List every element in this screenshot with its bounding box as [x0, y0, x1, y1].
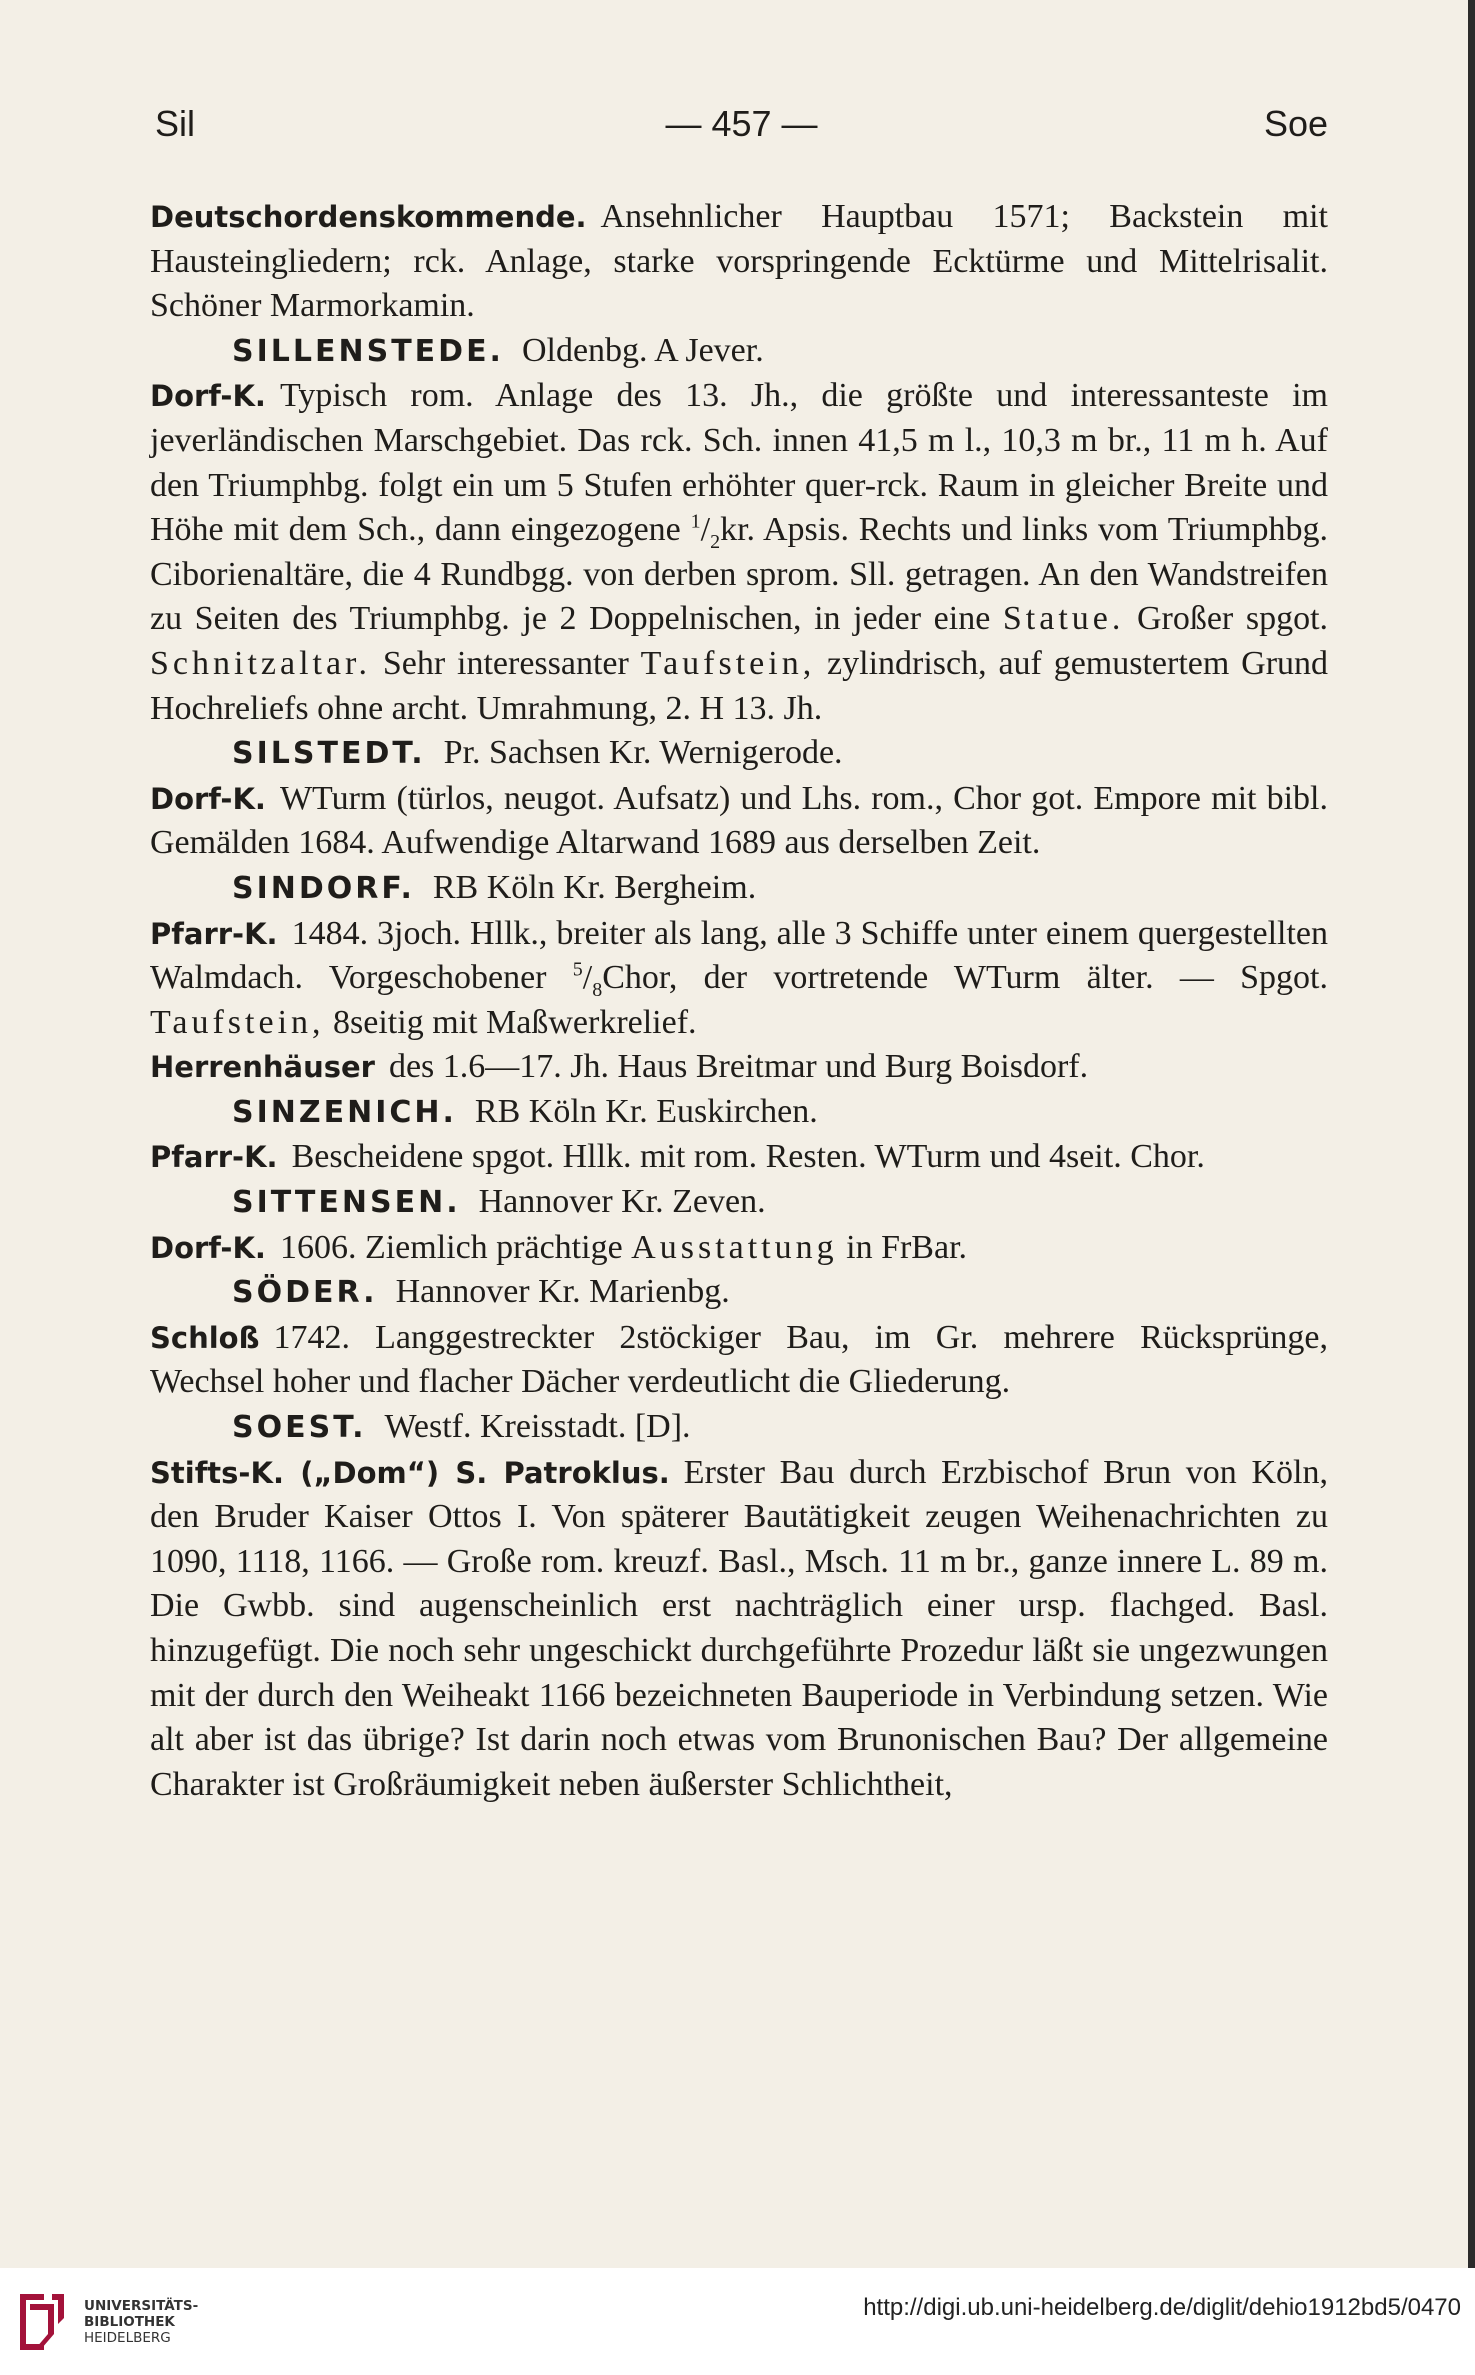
- entry-text: Ansehnlicher Hauptbau 1571; Backstein mit Hausteingliedern; rck. Anlage, starke vorspringende Ecktürme und Mittelrisalit. Schöner Marmorkamin.: [150, 198, 1328, 325]
- entry-text: Großer spgot.: [1136, 600, 1329, 638]
- entry-text: des 1.6—17. Jh. Haus Breitmar und Burg Boisdorf.: [388, 1048, 1089, 1086]
- place-region: Pr. Sachsen Kr. Wernigerode.: [443, 734, 843, 772]
- fraction-numerator: 5: [572, 958, 583, 981]
- entry-paragraph: [150, 1226, 1328, 1271]
- entry-text: zylindrisch, auf gemustertem Grund Hochreliefs ohne archt. Umrahmung, 2. H 13. Jh.: [150, 644, 1329, 727]
- running-head: [155, 103, 1328, 153]
- place-region: Hannover Kr. Marienbg.: [395, 1273, 730, 1311]
- place-region: Westf. Kreisstadt. [D].: [384, 1408, 691, 1446]
- entry-lead: Deutschordenskommende.: [150, 200, 587, 234]
- entry-lead: Pfarr-K.: [150, 1140, 278, 1175]
- entry-paragraph: [150, 1451, 1328, 1808]
- place-name: SÖDER.: [232, 1275, 378, 1311]
- entry-paragraph: [150, 195, 1328, 329]
- place-region: Oldenbg. A Jever.: [521, 331, 764, 369]
- entry-lead: Schloß: [150, 1320, 260, 1355]
- library-logo-text: [84, 2298, 198, 2346]
- spaced-term: Ausstattung: [631, 1228, 838, 1266]
- logo-line: HEIDELBERG: [84, 2330, 171, 2346]
- entry-text: 1484. 3joch. Hllk., breiter als lang, alle 3 Schiffe unter einem quergestellten Walmdach. Vorgeschobener: [150, 914, 1328, 997]
- spaced-term: Taufstein,: [150, 1003, 325, 1041]
- entry-lead: Dorf-K.: [150, 379, 266, 414]
- page-number: — 457 —: [665, 103, 818, 144]
- entry-lead: Pfarr-K.: [150, 916, 278, 951]
- entry-paragraph: [150, 1316, 1328, 1405]
- fraction-numerator: 1: [690, 510, 701, 533]
- entry-text: kr. Apsis. Rechts und links vom Triumphbg. Ciborienaltäre, die 4 Rundbgg. von derben sprom. Sll. getragen. An den Wandstreifen zu Seiten des Triumphbg. je 2 Doppelnischen, in jeder eine: [150, 511, 1328, 638]
- entry-text: WTurm (türlos, neugot. Aufsatz) und Lhs. rom., Chor got. Empore mit bibl. Gemälden 1684. Aufwendige Altarwand 1689 aus derselben Zeit.: [150, 779, 1328, 862]
- fraction-denominator: 8: [592, 978, 603, 1001]
- entry-paragraph: [150, 777, 1328, 866]
- place-heading: [150, 1090, 1328, 1136]
- place-name: SINZENICH.: [232, 1094, 457, 1130]
- place-name: SILSTEDT.: [232, 736, 426, 772]
- library-logo-icon: [14, 2290, 70, 2354]
- entry-paragraph: Pfarr-K. 1484. 3joch. Hllk., breiter als lang, alle 3 Schiffe unter einem quergestellten Walmdach. Vorgeschobener $^5/_8Chor$, der vortretende WTurm älter. — Spgot. Taufstein, 8seitig mit Maßwerkrelief.: [150, 914, 1329, 1041]
- place-heading: [150, 1270, 1328, 1316]
- logo-line: UNIVERSITÄTS-: [84, 2298, 199, 2314]
- entry-paragraph: Dorf-K. Typisch rom. Anlage des 13. Jh., die größte und interessanteste im jeverländischen Marschgebiet. Das rck. Sch. innen 41,5 m l., 10,3 m br., 11 m h. Auf den Triumphbg. folgt ein um 5 Stufen erhöhter quer-rck. Raum in gleicher Breite und Höhe mit dem Sch., dann eingezogene $^1/_2kr$. Apsis. Rechts und links vom Triumphbg. Ciborienaltäre, die 4 Rundbgg. von derben sprom. Sll. getragen. An den Wandstreifen zu Seiten des Triumphbg. je 2 Doppelnischen, in jeder eine Statue. Großer spgot. Schnitzaltar. Sehr interessanter Taufstein, zylindrisch, auf gemustertem Grund Hochreliefs ohne archt. Umrahmung, 2. H 13. Jh.: [150, 377, 1329, 727]
- entry-paragraph: [150, 1135, 1328, 1180]
- place-heading: [150, 329, 1328, 375]
- entry-text: 1742. Langgestreckter 2stöckiger Bau, im Gr. mehrere Rücksprünge, Wechsel hoher und flacher Dächer verdeutlicht die Gliederung.: [150, 1318, 1328, 1401]
- entry-text: in FrBar.: [846, 1228, 968, 1266]
- spaced-term: Taufstein,: [640, 644, 816, 682]
- entry-text: Bescheidene spgot. Hllk. mit rom. Resten. WTurm und 4seit. Chor.: [291, 1138, 1205, 1176]
- place-name: SOEST.: [232, 1410, 367, 1446]
- entry-lead: Dorf-K.: [150, 781, 266, 816]
- place-heading: [150, 731, 1328, 777]
- entry-lead: Dorf-K.: [150, 1230, 266, 1265]
- entry-text: Erster Bau durch Erzbischof Brun von Köln, den Bruder Kaiser Ottos I. Von späterer Bautätigkeit zeugen Weihenachrichten zu 1090, 1118, 1166. — Große rom. kreuzf. Basl., Msch. 11 m br., ganze innere L. 89 m. Die Gwbb. sind augenscheinlich erst nachträglich einer ursp. flachged. Basl. hinzugefügt. Die noch sehr ungeschickt durchgeführte Prozedur läßt sie ungezwungen mit der durch den Weiheakt 1166 bezeichneten Bauperiode in Verbindung setzen. Wie alt aber ist das übrige? Ist darin noch etwas vom Brunonischen Bau? Der allgemeine Charakter ist Großräumigkeit neben äußerster Schlichtheit,: [150, 1453, 1328, 1803]
- fraction-denominator: 2: [710, 530, 721, 553]
- source-url-link[interactable]: http://digi.ub.uni-heidelberg.de/diglit/dehio1912bd5/0470: [863, 2294, 1461, 2321]
- entry-lead: Stifts-K. („Dom“) S. Patroklus.: [150, 1455, 670, 1490]
- entry-text: Typisch rom. Anlage des 13. Jh., die größte und interessanteste im jeverländischen Marschgebiet. Das rck. Sch. innen 41,5 m l., 10,3 m br., 11 m h. Auf den Triumphbg. folgt ein um 5 Stufen erhöhter quer-rck. Raum in gleicher Breite und Höhe mit dem Sch., dann eingezogene: [150, 377, 1328, 549]
- head-right: Soe: [1263, 103, 1328, 144]
- place-name: SINDORF.: [232, 870, 415, 906]
- footer-bar: [0, 2268, 1475, 2375]
- place-name: SITTENSEN.: [232, 1185, 461, 1221]
- place-region: RB Köln Kr. Bergheim.: [432, 868, 757, 906]
- spaced-term: Statue.: [1002, 600, 1125, 638]
- spaced-term: Schnitzaltar.: [150, 644, 372, 682]
- entry-paragraph: [150, 1045, 1328, 1090]
- entry-lead: Herrenhäuser: [150, 1050, 375, 1085]
- body-text: [150, 195, 1328, 1807]
- place-heading: [150, 1405, 1328, 1451]
- entry-text: 8seitig mit Maßwerkrelief.: [333, 1003, 697, 1041]
- entry-text: Sehr interessanter: [382, 644, 629, 682]
- place-heading: [150, 866, 1328, 912]
- place-name: SILLENSTEDE.: [232, 333, 504, 369]
- entry-text: 1606. Ziemlich prächtige: [279, 1228, 623, 1266]
- entry-text: Chor, der vortretende WTurm älter. — Spgot.: [602, 959, 1329, 997]
- place-heading: [150, 1180, 1328, 1226]
- place-region: RB Köln Kr. Euskirchen.: [474, 1092, 818, 1130]
- logo-line: BIBLIOTHEK: [84, 2314, 175, 2330]
- place-region: Hannover Kr. Zeven.: [478, 1183, 766, 1221]
- head-left: Sil: [155, 103, 196, 144]
